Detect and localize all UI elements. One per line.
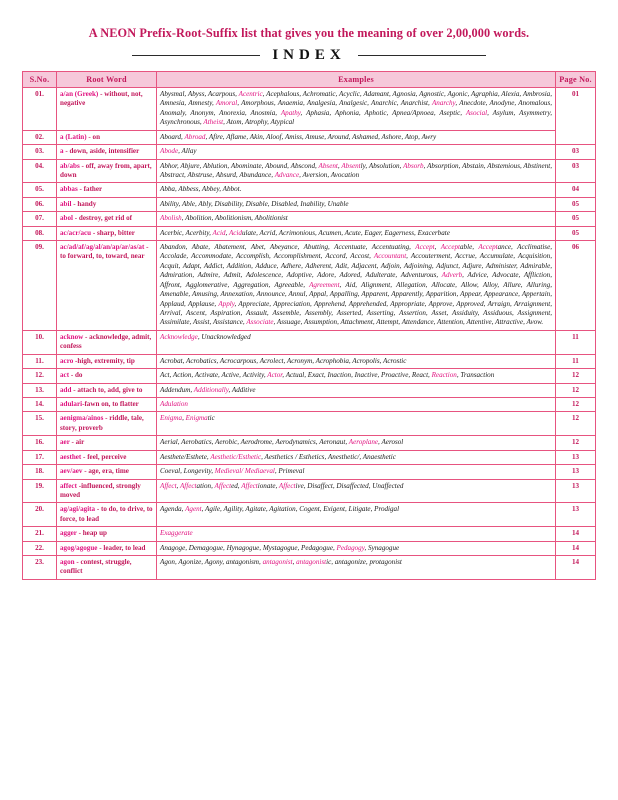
cell-page-no: 13 (556, 503, 596, 527)
root-word-meaning: -influenced, strongly moved (60, 481, 141, 499)
table-row (23, 197, 596, 211)
cell-sno: 17. (23, 450, 57, 464)
highlighted-example: Apathy (280, 108, 301, 117)
root-word-meaning: - destroy, get rid of (73, 214, 132, 223)
root-word-meaning: - handy (71, 199, 97, 208)
root-word-text: ac/acr/acu (60, 228, 92, 237)
highlighted-example: Accept (440, 243, 460, 252)
cell-examples: Acerbic, Acerbity, Acid, Acidulate, Acrid, Acrimonious, Acumen, Acute, Eager, Eagerness, Exacerbate (157, 226, 556, 240)
root-word-meaning: - without, not, negative (60, 90, 143, 108)
cell-sno: 02. (23, 130, 57, 144)
cell-examples (157, 527, 556, 541)
cell-sno: 09. (23, 241, 57, 331)
table-row (23, 383, 596, 397)
cell-page-no: 13 (556, 479, 596, 503)
highlighted-example: Absorb (403, 161, 424, 170)
cell-examples: Abolish, Abolition, Abolitionism, Abolitionist (157, 212, 556, 226)
cell-root-word (57, 145, 157, 159)
highlighted-example: Aesthetic/Esthetic (210, 452, 262, 461)
table-row (23, 527, 596, 541)
cell-root-word (57, 383, 157, 397)
table-row (23, 541, 596, 555)
table-row (23, 412, 596, 436)
root-word-meaning: - do (69, 371, 83, 380)
cell-page-no: 11 (556, 354, 596, 368)
root-word-text: agog/agogue (60, 543, 98, 552)
cell-examples (157, 397, 556, 411)
root-word-text: affect (60, 481, 77, 490)
cell-examples: Acknowledge, Unacknowledged (157, 330, 556, 354)
index-heading: INDEX (272, 47, 346, 63)
highlighted-example: Reaction (431, 371, 457, 380)
cell-sno: 19. (23, 479, 57, 503)
root-word-meaning: -fawn on, to flatter (82, 399, 139, 408)
highlighted-example: Additionally (193, 385, 229, 394)
highlighted-example: Amoral (215, 99, 238, 108)
table-row (23, 369, 596, 383)
highlighted-example: Accept (415, 243, 435, 252)
cell-page-no: 01 (556, 88, 596, 145)
cell-root-word (57, 197, 157, 211)
cell-examples: Agon, Agonize, Agony, antagonism, antagonist, antagonistic, antagonize, protagonist (157, 556, 556, 580)
table-row (23, 479, 596, 503)
highlighted-example: antagonist (262, 558, 293, 567)
cell-page-no: 06 (556, 241, 596, 331)
cell-examples: Abba, Abbess, Abbey, Abbot. (157, 183, 556, 197)
table-row (23, 88, 596, 131)
table-row (23, 465, 596, 479)
cell-root-word (57, 541, 157, 555)
root-word-meaning: - heap up (76, 529, 107, 538)
cell-root-word (57, 212, 157, 226)
root-word-text: a (60, 147, 64, 156)
table-row (23, 330, 596, 354)
cell-examples: Agenda, Agent, Agile, Agility, Agitate, Agitation, Cogent, Exigent, Litigate, Prodigal (157, 503, 556, 527)
table-row (23, 354, 596, 368)
highlighted-example: Advance (274, 170, 300, 179)
cell-examples: Aesthete/Esthete, Aesthetic/Esthetic, Aesthetics / Esthetics, Anesthetic/, Anaesthetic (157, 450, 556, 464)
highlighted-example: Adulation (160, 399, 188, 408)
cell-examples: Affect, Affectation, Affected, Affectionate, Affective, Disaffect, Disaffected, Unaffected (157, 479, 556, 503)
root-word-text: aesthet (60, 452, 82, 461)
table-body (23, 88, 596, 580)
cell-sno: 21. (23, 527, 57, 541)
highlighted-example: Apply (218, 299, 235, 308)
cell-page-no: 11 (556, 330, 596, 354)
rule-left (132, 55, 260, 56)
highlighted-example: Enigma (185, 414, 208, 423)
cell-sno: 22. (23, 541, 57, 555)
table-row (23, 450, 596, 464)
root-word-text: abol (60, 214, 74, 223)
highlighted-example: Associate (246, 318, 274, 327)
cell-examples: Addendum, Additionally, Additive (157, 383, 556, 397)
highlighted-example: Affect (241, 481, 258, 490)
cell-page-no: 14 (556, 527, 596, 541)
cell-page-no: 14 (556, 556, 596, 580)
index-heading-row (22, 47, 596, 64)
cell-root-word (57, 159, 157, 183)
page-title: A NEON Prefix-Root-Suffix list that gives you the meaning of over 2,00,000 words. (88, 26, 530, 40)
root-word-meaning: - acknowledge, admit, confess (60, 332, 152, 351)
cell-page-no: 05 (556, 212, 596, 226)
cell-sno: 04. (23, 159, 57, 183)
table-row (23, 556, 596, 580)
cell-sno: 12. (23, 369, 57, 383)
root-word-meaning: - off, away from, apart, down (60, 161, 152, 179)
root-word-text: ac/ad/af/ag/al/an/ap/ar/as/at (60, 243, 145, 252)
root-word-meaning: - to forward, to, toward, near (60, 243, 149, 261)
cell-sno: 14. (23, 397, 57, 411)
highlighted-example: Pedagogy (336, 543, 365, 552)
root-word-text: aev/aev (60, 467, 83, 476)
root-word-meaning: - sharp, bitter (91, 228, 135, 237)
cell-sno: 03. (23, 145, 57, 159)
highlighted-example: Absent (341, 161, 361, 170)
highlighted-example: Enigma (160, 414, 183, 423)
root-word-meaning: - contest, struggle, conflict (60, 558, 132, 576)
root-word-meaning: - leader, to lead (97, 543, 146, 552)
cell-page-no: 03 (556, 159, 596, 183)
cell-page-no: 13 (556, 465, 596, 479)
root-word-text: acknow (60, 332, 84, 341)
highlighted-example: Accept (478, 243, 498, 252)
highlighted-example: Abode (160, 147, 179, 156)
root-word-text: ag/agi/agita (60, 505, 96, 514)
root-word-text: agon (60, 558, 75, 567)
cell-root-word (57, 369, 157, 383)
cell-page-no: 12 (556, 436, 596, 450)
highlighted-example: Agreement (309, 280, 340, 289)
table-row (23, 241, 596, 331)
cell-sno: 13. (23, 383, 57, 397)
highlighted-example: Acid (228, 228, 242, 237)
cell-root-word (57, 330, 157, 354)
root-word-meaning: - riddle, tale, story, proverb (60, 414, 144, 432)
highlighted-example: Atheist (203, 118, 224, 127)
cell-examples: Anagoge, Demagogue, Hynagogue, Mystagogue, Pedagogue, Pedagogy, Synagogue (157, 541, 556, 555)
cell-root-word (57, 397, 157, 411)
highlighted-example: Asocial (465, 108, 488, 117)
highlighted-example: Adverb (441, 271, 463, 280)
cell-root-word (57, 479, 157, 503)
cell-sno: 11. (23, 354, 57, 368)
cell-root-word (57, 88, 157, 131)
cell-page-no: 12 (556, 383, 596, 397)
root-word-meaning: -high, extremity, tip (73, 356, 135, 365)
table-row (23, 145, 596, 159)
cell-examples: Aerial, Aerobatics, Aerobic, Aerodrome, Aerodynamics, Aeronaut, Aeroplane, Aerosol (157, 436, 556, 450)
cell-page-no: 04 (556, 183, 596, 197)
cell-root-word (57, 527, 157, 541)
cell-page-no: 13 (556, 450, 596, 464)
highlighted-example: Abolish (160, 214, 182, 223)
cell-sno: 20. (23, 503, 57, 527)
cell-sno: 10. (23, 330, 57, 354)
table-row (23, 397, 596, 411)
table-row (23, 436, 596, 450)
highlighted-example: Acentric (238, 90, 263, 98)
root-word-meaning: - age, era, time (82, 467, 129, 476)
cell-sno: 05. (23, 183, 57, 197)
cell-root-word (57, 130, 157, 144)
cell-examples: Aboard, Abroad, Afire, Aflame, Akin, Aloof, Amiss, Amuse, Around, Ashamed, Ashore, Atop, Awry (157, 130, 556, 144)
root-word-text: aenigma/ainos (60, 414, 104, 423)
cell-examples: Act, Action, Activate, Active, Activity, Actor, Actual, Exact, Inaction, Inactive, Proactive, React, Reaction, Transaction (157, 369, 556, 383)
cell-root-word (57, 450, 157, 464)
table-row (23, 183, 596, 197)
table-row (23, 503, 596, 527)
cell-sno: 16. (23, 436, 57, 450)
index-table (22, 71, 596, 580)
cell-examples: Ability, Able, Ably, Disability, Disable, Disabled, Inability, Unable (157, 197, 556, 211)
cell-root-word (57, 503, 157, 527)
highlighted-example: Anarchy (431, 99, 456, 108)
highlighted-example: Affect (160, 481, 177, 490)
cell-root-word (57, 354, 157, 368)
root-word-text: abbas (60, 185, 78, 194)
root-word-meaning: - father (77, 185, 103, 194)
column-header-root-word: Root Word (57, 72, 157, 88)
highlighted-example: Affect (278, 481, 296, 490)
cell-sno: 01. (23, 88, 57, 131)
root-word-meaning: - on (86, 132, 101, 141)
cell-sno: 23. (23, 556, 57, 580)
root-word-text: add (60, 385, 72, 394)
highlighted-example: Actor (267, 371, 283, 380)
cell-examples: Abysmal, Abyss, Acarpous, Acentric, Acephalous, Achromatic, Acyclic, Adamant, Agnosia, Agnostic, Agonic, Agraphia, Alexia, Ambrosia, Amnesia, Amnesty, Amoral, Amorphous, Anaemia, Analgesia, Analgesic, Anarchic, Anarchist, Anarchy, Anecdote, Anodyne, Anomalous, Anomaly, Anonym, Anorexia, Anosmia, Apathy, Aphasia, Aphonia, Aphotic, Apnea/Apnoea, Aseptic, Asocial, Asylum, Asymmetry, Asynchronous, Atheist, Atom, Atrophy, Atypical (157, 88, 556, 131)
cell-root-word (57, 556, 157, 580)
rule-right (358, 55, 486, 56)
table-row (23, 212, 596, 226)
highlighted-example: Acknowledge (160, 332, 198, 341)
root-word-meaning: - feel, perceive (81, 452, 127, 461)
cell-examples: Enigma, Enigmatic (157, 412, 556, 436)
cell-examples: Coeval, Longevity, Medieval/ Mediaeval, Primeval (157, 465, 556, 479)
cell-page-no: 05 (556, 226, 596, 240)
cell-root-word (57, 436, 157, 450)
highlighted-example: Abroad (184, 132, 206, 141)
root-word-text: abil (60, 199, 72, 208)
cell-examples: Abhor, Abjure, Ablution, Abominate, Abound, Abscond, Absent, Absently, Absolution, Absorb, Absorption, Abstain, Abstemious, Abstinent, Abstract, Abstruse, Absurd, Abundance, Advance, Aversion, Avocation (157, 159, 556, 183)
cell-root-word (57, 226, 157, 240)
cell-sno: 15. (23, 412, 57, 436)
cell-sno: 18. (23, 465, 57, 479)
highlighted-example: Acid (212, 228, 226, 237)
root-word-meaning: - to do, to drive, to force, to lead (60, 505, 153, 523)
root-word-text: act (60, 371, 70, 380)
table-row (23, 226, 596, 240)
highlighted-example: antagonist (296, 558, 327, 567)
root-word-text: a (Latin) (60, 132, 87, 141)
cell-root-word (57, 183, 157, 197)
cell-sno: 06. (23, 197, 57, 211)
highlighted-example: Affect (214, 481, 232, 490)
cell-page-no: 12 (556, 412, 596, 436)
cell-page-no: 05 (556, 197, 596, 211)
cell-page-no: 12 (556, 397, 596, 411)
root-word-meaning: - air (69, 438, 85, 447)
root-word-text: acro (60, 356, 74, 365)
highlighted-example: Absent (318, 161, 338, 170)
table-header-row (23, 72, 596, 88)
column-header-examples: Examples (157, 72, 556, 88)
cell-root-word (57, 465, 157, 479)
cell-sno: 08. (23, 226, 57, 240)
root-word-text: adulari (60, 399, 83, 408)
highlighted-example: Aeroplane (348, 438, 379, 447)
root-word-text: ab/abs (60, 161, 80, 170)
cell-page-no: 14 (556, 541, 596, 555)
column-header-page-no: Page No. (556, 72, 596, 88)
root-word-meaning: - down, aside, intensifier (63, 147, 140, 156)
cell-page-no: 03 (556, 145, 596, 159)
cell-root-word (57, 412, 157, 436)
root-word-text: agger (60, 529, 77, 538)
highlighted-example: Affect (179, 481, 197, 490)
highlighted-example: Exaggerate (160, 529, 193, 538)
cell-page-no: 12 (556, 369, 596, 383)
column-header-sno: S.No. (23, 72, 57, 88)
cell-sno: 07. (23, 212, 57, 226)
root-word-text: aer (60, 438, 70, 447)
table-row (23, 159, 596, 183)
cell-root-word (57, 241, 157, 331)
table-row (23, 130, 596, 144)
cell-examples: Abode, Allay (157, 145, 556, 159)
cell-examples: Acrobat, Acrobatics, Acrocarpous, Acrolect, Acronym, Acrophobia, Acropolis, Acrostic (157, 354, 556, 368)
highlighted-example: Agent (185, 505, 202, 514)
root-word-meaning: - attach to, add, give to (71, 385, 143, 394)
highlighted-example: Accountant (373, 252, 407, 261)
cell-examples: Abandon, Abate, Abatement, Abet, Abeyance, Abutting, Accentuate, Accentuating, Accept, Acceptable, Acceptance, Acclimatise, Accolade, Accommodate, Accomplish, Accomplishment, Accord, Accost, Accountant, Accouterment, Accrue, Accumulate, Acquisition, Acquit, Adapt, Addict, Addition, Adduce, Adhere, Adherent, Adit, Adjacent, Adjoin, Adjoining, Adjunct, Adjure, Administer, Admirable, Admiration, Admire, Admit, Adolescence, Adoptive, Adore, Adored, Adulterate, Adventurous, Adverb, Advice, Advocate, Affliction, Affront, Agglomerative, Aggregation, Agreeable, Agreement, Aid, Alignment, Allegation, Allocate, Allow, Alloy, Allure, Alluring, Amenable, Amusing, Annexation, Announce, Annul, Appal, Appalling, Apparent, Apparently, Apparition, Appear, Appearance, Appertain, Applaud, Applause, Apply, Appreciate, Appreciation, Apprehend, Apprehended, Appropriate, Approve, Approved, Arraign, Arraignment, Arrival, Ascent, Aspiration, Assault, Assemble, Assembly, Asserted, Asserting, Assertion, Asset, Assiduity, Assiduous, Assignment, Assimilate, Assist, Assistance, Associate, Assuage, Assumption, Attachment, Attempt, Attendance, Attention, Attentive, Attractive, Avow. (157, 241, 556, 331)
highlighted-example: Medieval/ Mediaeval (214, 467, 275, 476)
root-word-text: a/an (Greek) (60, 90, 99, 98)
